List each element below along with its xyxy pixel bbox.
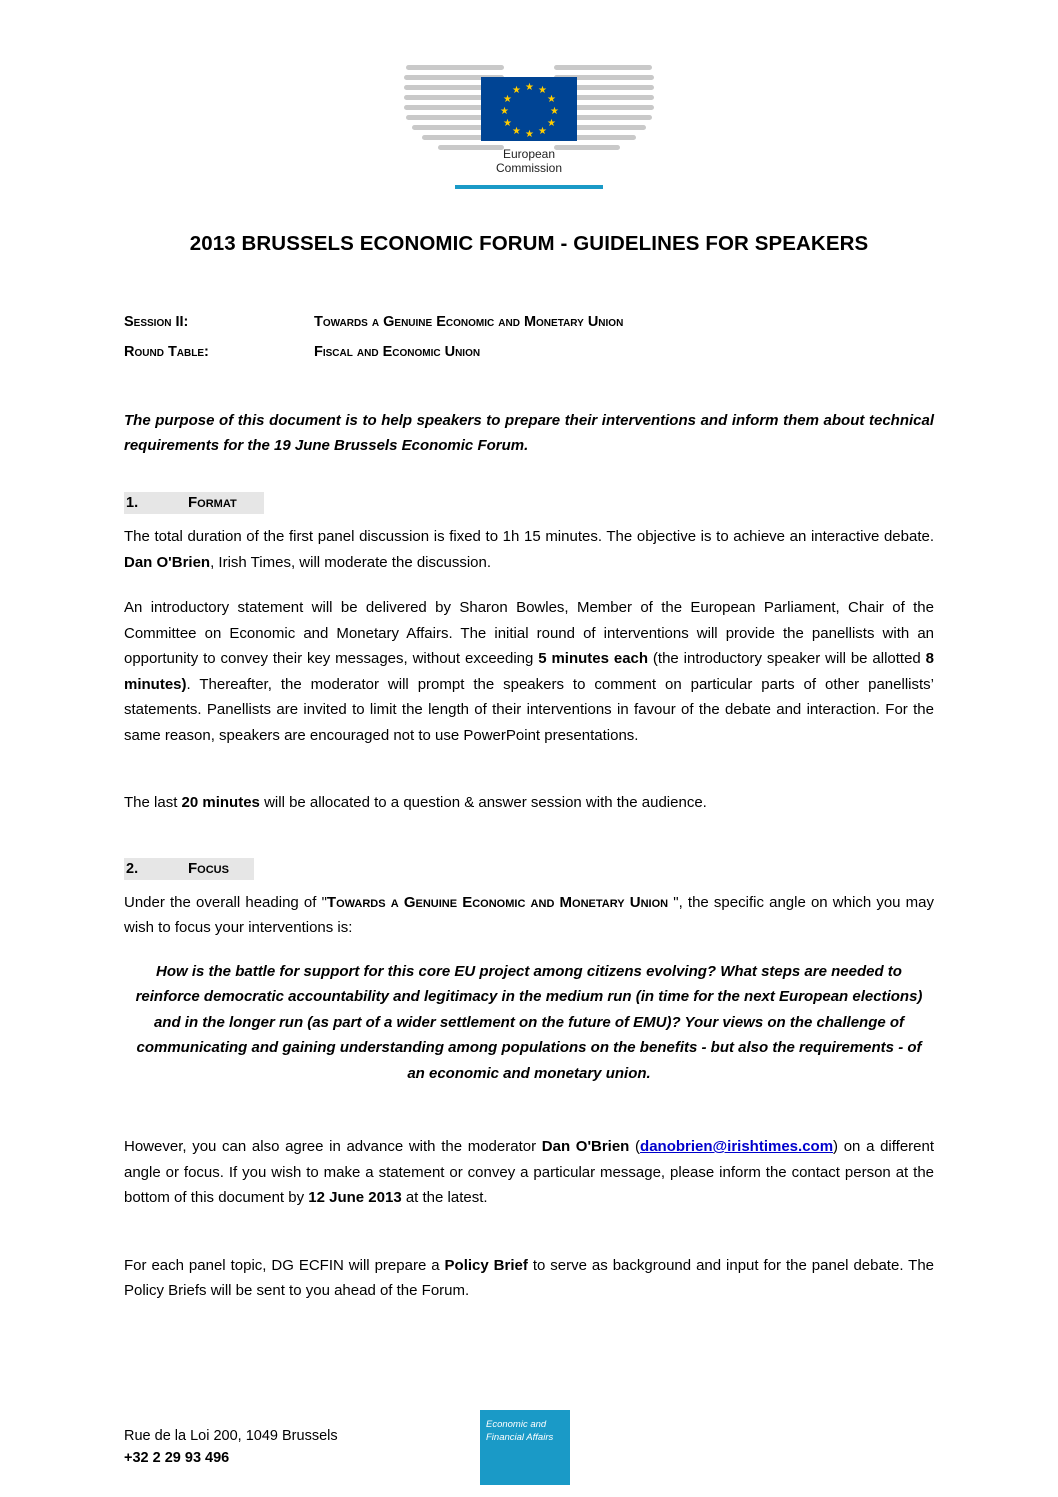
footer-phone: +32 2 29 93 496 <box>124 1450 230 1466</box>
format-p1-text-a: The total duration of the first panel discussion is fixed to 1h 15 minutes. The objective is to achieve an interactive debate. <box>124 528 934 545</box>
section-number: 1. <box>126 495 139 511</box>
format-p2-text-c: . Thereafter, the moderator will prompt the speakers to comment on particular parts of other panellists’ statements. Panellists are invited to limit the length of their interventions in favour of the debate and interaction. For the same reason, speakers are encouraged not to use PowerPoint presentations. <box>124 675 934 744</box>
roundtable-label: Round Table: <box>124 344 209 360</box>
policy-brief-term: Policy Brief <box>444 1256 528 1274</box>
focus-heading-quote: Towards a Genuine Economic and Monetary Union <box>326 893 669 911</box>
focus-paragraph-1 <box>124 890 934 941</box>
moderator-email-link[interactable]: danobrien@irishtimes.com <box>640 1138 834 1155</box>
session-value: Towards a Genuine Economic and Monetary Union <box>314 314 624 330</box>
moderator-name: Dan O'Brien <box>124 553 211 571</box>
section-heading-focus <box>124 858 254 880</box>
format-paragraph-3 <box>124 790 934 816</box>
footer-address: Rue de la Loi 200, 1049 Brussels <box>124 1428 338 1444</box>
ecfin-badge-line1: Economic and <box>486 1419 547 1430</box>
session-label: Session II: <box>124 314 189 330</box>
section-name: Focus <box>188 859 229 877</box>
logo-wordmark <box>459 147 599 175</box>
focus-p2-text-c: ) on a different angle or focus. If you wish to make a statement or convey a particular message, please inform the contact person at the bottom of this document by <box>124 1138 935 1206</box>
time-limit-intro: 8 minutes) <box>124 650 934 693</box>
ecfin-badge <box>480 1410 570 1485</box>
section-number: 2. <box>126 860 139 877</box>
section-heading-format <box>124 492 264 514</box>
focus-p3-text-b: to serve as background and input for the panel debate. The Policy Briefs will be sent to you ahead of the Forum. <box>124 1256 935 1299</box>
session-info <box>124 314 934 360</box>
format-paragraph-1 <box>124 524 934 575</box>
eu-commission-logo <box>0 55 1058 210</box>
focus-p1-text-a: Under the overall heading of " <box>124 893 327 911</box>
qa-duration: 20 minutes <box>181 794 260 811</box>
purpose-paragraph: The purpose of this document is to help speakers to prepare their interventions and inform them about technical requirements for the 19 June Brussels Economic Forum. <box>124 412 934 454</box>
focus-p1-text-b: ", the specific angle on which you may wish to focus your interventions is: <box>124 893 935 936</box>
session-row <box>124 344 934 360</box>
format-p2-text-a: An introductory statement will be delivered by Sharon Bowles, Member of the European Parliament, Chair of the Committee on Economic and Monetary Affairs. The initial round of interventions will provide the panellists with an opportunity to convey their key messages, without exceeding <box>124 599 934 667</box>
focus-p2-text-d: at the latest. <box>401 1189 488 1206</box>
document-content <box>124 232 934 1324</box>
logo-underline <box>455 185 603 189</box>
deadline-date: 12 June 2013 <box>308 1189 402 1206</box>
moderator-name-2: Dan O'Brien <box>541 1138 630 1155</box>
eu-flag-icon: ★ ★ ★ ★ ★ ★ ★ ★ ★ ★ ★ ★ <box>481 77 577 141</box>
format-p3-text-b: will be allocated to a question & answer session with the audience. <box>259 794 707 811</box>
ecfin-badge-line2: Financial Affairs <box>486 1432 554 1443</box>
footer-contact <box>124 1425 338 1469</box>
logo-wordmark-line2: Commission <box>495 161 562 175</box>
format-paragraph-2 <box>124 595 934 748</box>
section-name: Format <box>188 494 237 511</box>
time-limit-each: 5 minutes each <box>538 650 649 667</box>
focus-p3-text-a: For each panel topic, DG ECFIN will prepare a <box>124 1256 445 1274</box>
focus-paragraph-2 <box>124 1134 934 1211</box>
page-title: 2013 BRUSSELS ECONOMIC FORUM - GUIDELINES FOR SPEAKERS <box>189 232 869 255</box>
format-p3-text-a: The last <box>124 794 182 811</box>
format-p2-text-b: (the introductory speaker will be allotted <box>648 650 926 667</box>
roundtable-value: Fiscal and Economic Union <box>314 344 481 360</box>
format-p1-text-b: , Irish Times, will moderate the discussion. <box>210 553 492 571</box>
focus-paragraph-3 <box>124 1253 934 1304</box>
logo-wordmark-line1: European <box>502 147 556 161</box>
session-row <box>124 314 934 330</box>
focus-p2-text-b: ( <box>629 1138 641 1155</box>
focus-question: How is the battle for support for this core EU project among citizens evolving? What steps are needed to reinforce democratic accountability and legitimacy in the medium run (in time for the next European elections) and in the longer run (as part of a wider settlement on the future of EMU)? Your views on the challenge of communicating and gaining understanding among populations on the benefits - but also the requirements - of an economic and monetary union. <box>135 962 923 1082</box>
focus-p2-text-a: However, you can also agree in advance with the moderator <box>124 1138 542 1155</box>
